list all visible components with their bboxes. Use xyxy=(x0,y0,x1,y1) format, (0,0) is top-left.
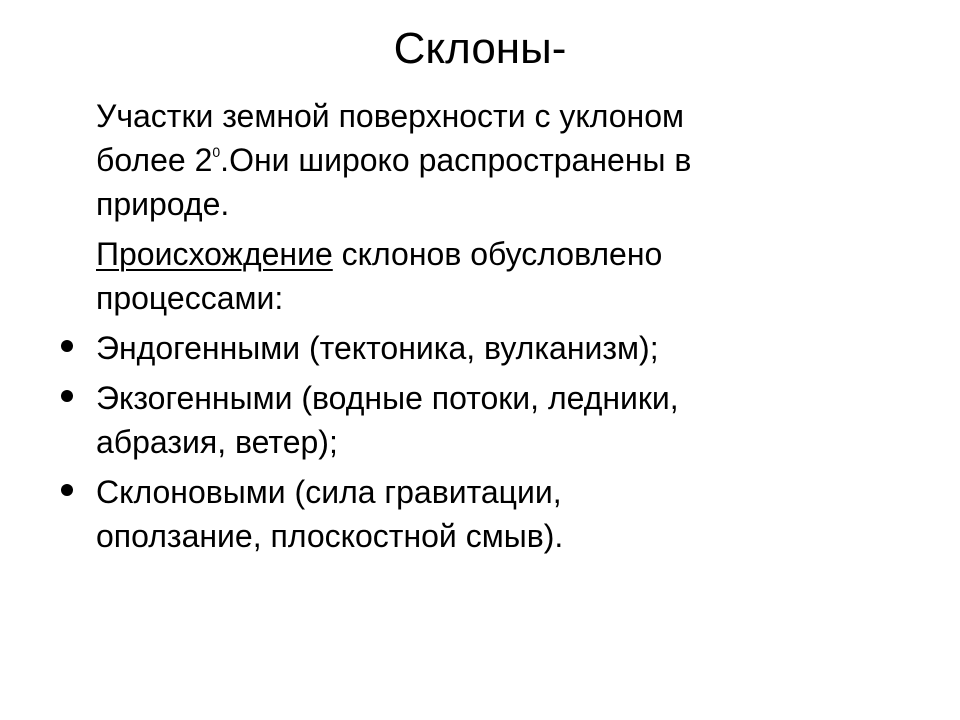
degree-superscript: 0 xyxy=(212,144,221,160)
definition-line-1: Участки земной поверхности с уклоном xyxy=(96,98,684,134)
slide-body xyxy=(96,94,916,564)
origin-line-1-rest: склонов обусловлено xyxy=(332,236,663,272)
slide-title: Склоны- xyxy=(393,24,567,73)
bullet-icon xyxy=(61,484,73,496)
origin-line-2: процессами: xyxy=(96,280,284,316)
origin-line-1 xyxy=(96,232,916,276)
origin-underlined-word: Происхождение xyxy=(96,236,333,272)
process-list xyxy=(96,326,916,558)
list-item xyxy=(96,470,916,558)
definition-line-2-end: .Они широко распространены в xyxy=(220,142,692,178)
definition-line-2 xyxy=(96,138,916,182)
list-item xyxy=(96,376,916,464)
list-item-line: абразия, ветер); xyxy=(96,424,338,460)
list-item-line: Склоновыми (сила гравитации, xyxy=(96,474,562,510)
bullet-icon xyxy=(61,340,73,352)
bullet-icon xyxy=(61,390,73,402)
definition-line-2-start: более 2 xyxy=(96,142,213,178)
list-item xyxy=(96,326,916,370)
list-item-line: Эндогенными (тектоника, вулканизм); xyxy=(96,330,659,366)
definition-paragraph xyxy=(96,94,916,226)
list-item-line: Экзогенными (водные потоки, ледники, xyxy=(96,380,679,416)
origin-paragraph xyxy=(96,232,916,320)
list-item-line: оползание, плоскостной смыв). xyxy=(96,518,564,554)
definition-line-3: природе. xyxy=(96,186,230,222)
